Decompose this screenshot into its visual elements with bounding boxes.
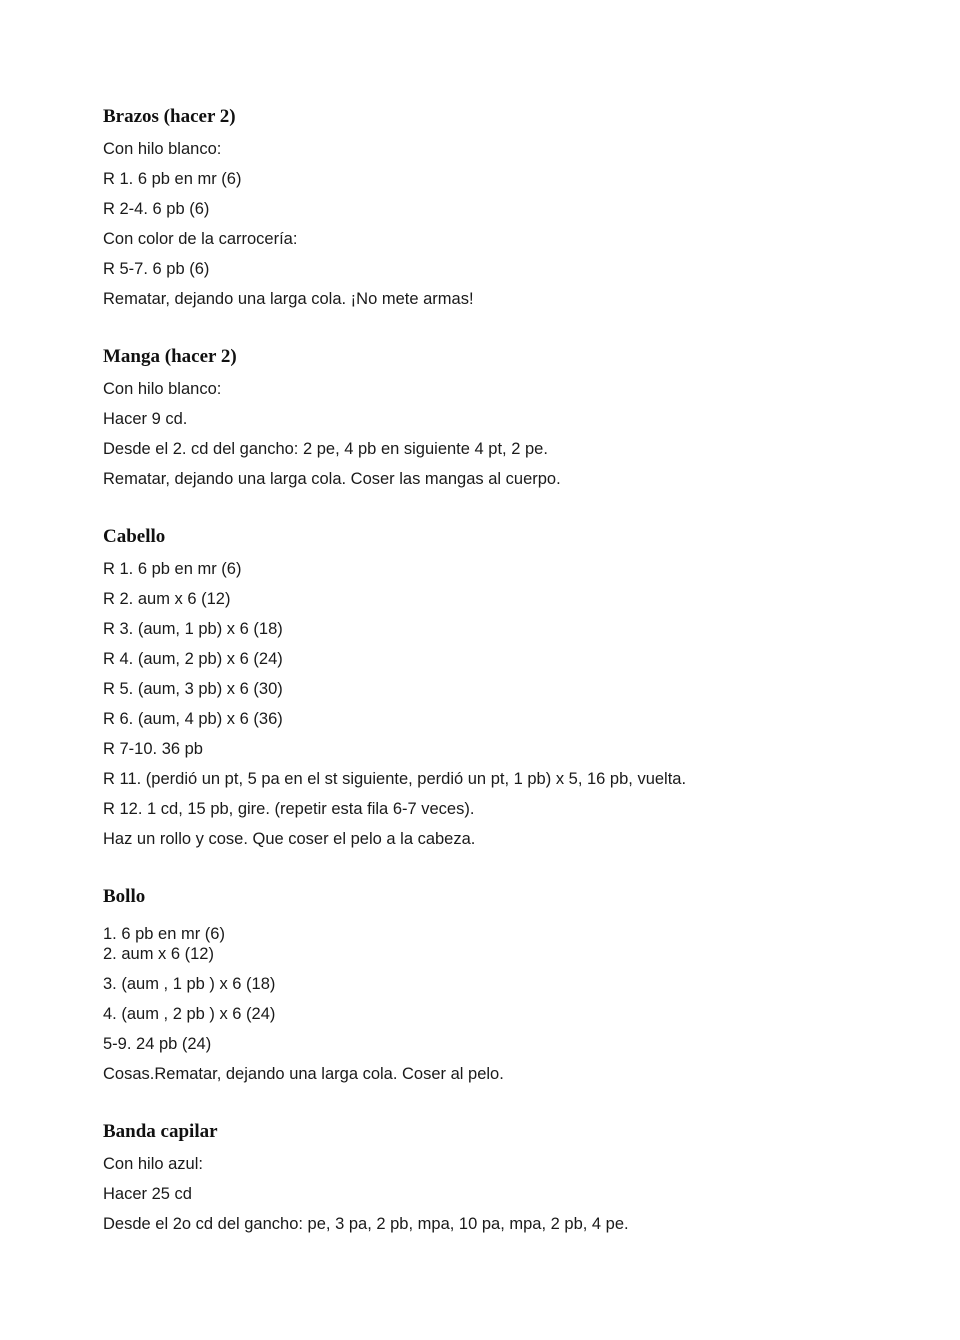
section-title: Cabello [103, 526, 166, 547]
pattern-line: Rematar, dejando una larga cola. ¡No mete armas! [103, 290, 474, 308]
pattern-line: Desde el 2o cd del gancho: pe, 3 pa, 2 pb, mpa, 10 pa, mpa, 2 pb, 4 pe. [103, 1215, 629, 1233]
section-title: Banda capilar [103, 1121, 218, 1142]
section-title: Brazos (hacer 2) [103, 106, 236, 127]
pattern-line: 1. 6 pb en mr (6) [103, 925, 225, 943]
pattern-line: 5-9. 24 pb (24) [103, 1035, 212, 1053]
section-banda-capilar [103, 1119, 923, 1239]
pattern-line: Con hilo azul: [103, 1155, 203, 1173]
section-bollo [103, 884, 923, 1089]
pattern-line: R 3. (aum, 1 pb) x 6 (18) [103, 620, 283, 638]
pattern-line: 2. aum x 6 (12) [103, 945, 214, 963]
pattern-line: R 2. aum x 6 (12) [103, 590, 231, 608]
section-title: Bollo [103, 886, 146, 907]
pattern-line: Con hilo blanco: [103, 140, 222, 158]
pattern-line: R 2-4. 6 pb (6) [103, 200, 210, 218]
pattern-line: 3. (aum , 1 pb ) x 6 (18) [103, 975, 276, 993]
document-page [103, 104, 923, 1269]
section-manga [103, 344, 923, 494]
section-brazos [103, 104, 923, 314]
pattern-line: Haz un rollo y cose. Que coser el pelo a la cabeza. [103, 830, 476, 848]
pattern-line: Cosas.Rematar, dejando una larga cola. Coser al pelo. [103, 1065, 504, 1083]
pattern-line: R 5. (aum, 3 pb) x 6 (30) [103, 680, 283, 698]
pattern-line: Hacer 25 cd [103, 1185, 192, 1203]
section-cabello [103, 524, 923, 854]
pattern-line: Hacer 9 cd. [103, 410, 188, 428]
pattern-line: R 5-7. 6 pb (6) [103, 260, 210, 278]
pattern-line: R 12. 1 cd, 15 pb, gire. (repetir esta fila 6-7 veces). [103, 800, 475, 818]
pattern-line: R 1. 6 pb en mr (6) [103, 170, 242, 188]
pattern-line: Con hilo blanco: [103, 380, 222, 398]
pattern-line: Rematar, dejando una larga cola. Coser las mangas al cuerpo. [103, 470, 561, 488]
pattern-line: R 1. 6 pb en mr (6) [103, 560, 242, 578]
pattern-line: R 11. (perdió un pt, 5 pa en el st siguiente, perdió un pt, 1 pb) x 5, 16 pb, vuelta. [103, 770, 687, 788]
pattern-line: R 6. (aum, 4 pb) x 6 (36) [103, 710, 283, 728]
section-title: Manga (hacer 2) [103, 346, 237, 367]
pattern-line: R 4. (aum, 2 pb) x 6 (24) [103, 650, 283, 668]
pattern-line: 4. (aum , 2 pb ) x 6 (24) [103, 1005, 276, 1023]
pattern-line: Desde el 2. cd del gancho: 2 pe, 4 pb en siguiente 4 pt, 2 pe. [103, 440, 548, 458]
pattern-line: R 7-10. 36 pb [103, 740, 203, 758]
pattern-line: Con color de la carrocería: [103, 230, 298, 248]
